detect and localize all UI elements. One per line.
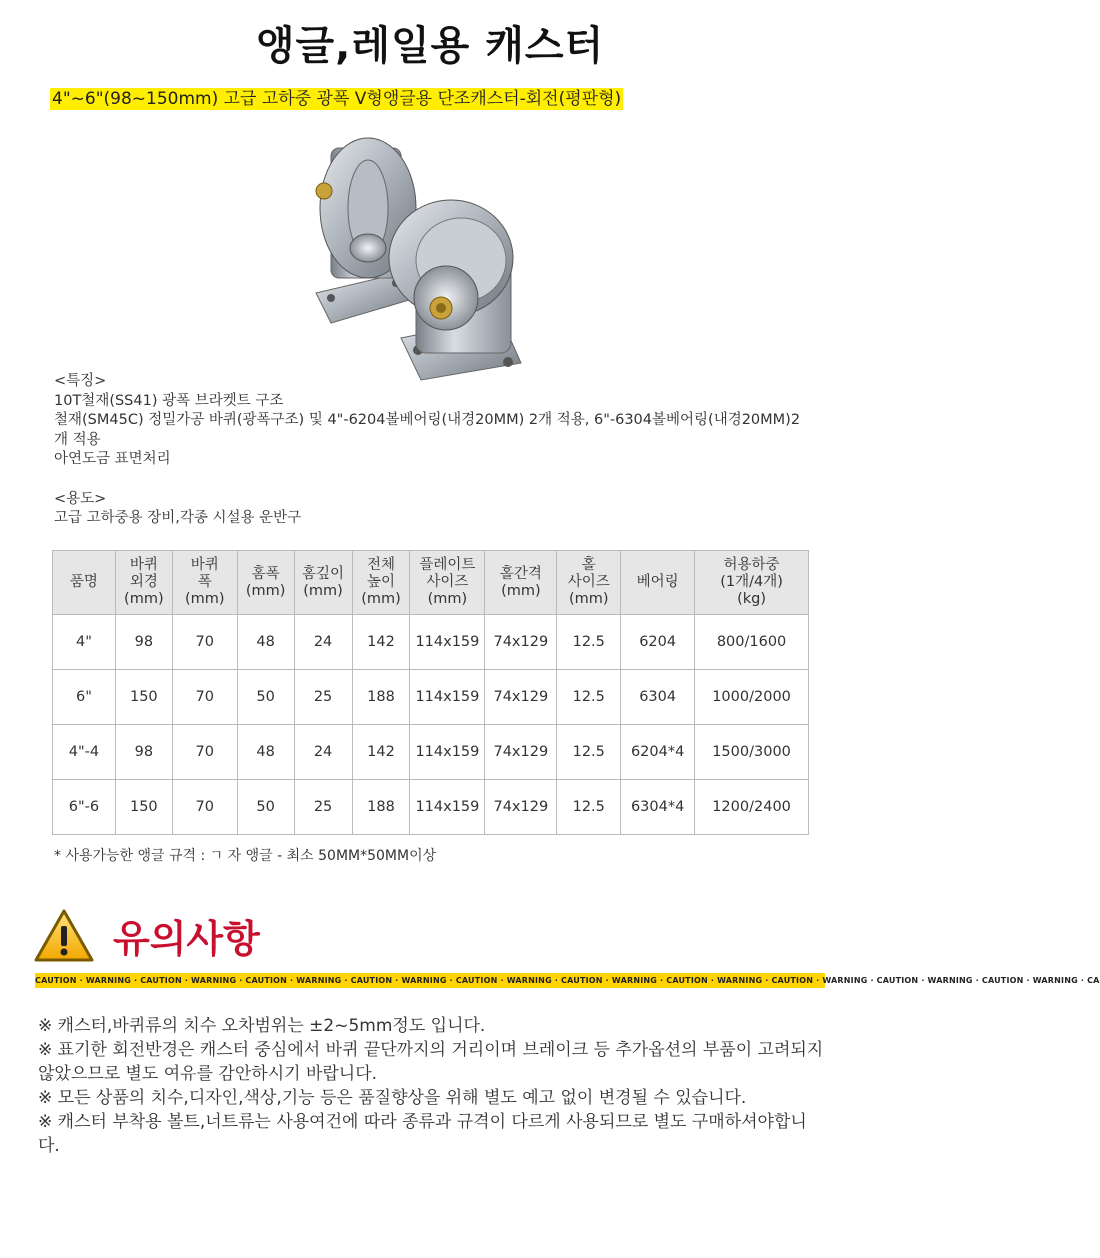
cell-wheel-width: 70 (172, 615, 237, 670)
spec-table (52, 550, 809, 835)
caution-title: 유의사항 (113, 917, 260, 961)
header-hole-size: 홀 사이즈 (mm) (557, 551, 621, 615)
caution-stripe: CAUTION · WARNING · CAUTION · WARNING · CAUTION · WARNING · CAUTION · WARNING · CAUTION · WARNING · CAUTION · WARNING · CAUTION · WARNING · CAUTION · WARNING · CAUTION · WARNING · CAUTION · WARNING · CA (35, 973, 825, 988)
cell-total-height: 142 (352, 615, 410, 670)
cell-plate-size: 114x159 (410, 725, 485, 780)
angle-note: * 사용가능한 앵글 규격 : ㄱ 자 앵글 - 최소 50MM*50MM이상 (54, 848, 437, 864)
cell-plate-size: 114x159 (410, 615, 485, 670)
notice-list (38, 1014, 828, 1158)
cell-wheel-width: 70 (172, 670, 237, 725)
table-row (53, 615, 809, 670)
cell-load: 800/1600 (695, 615, 809, 670)
cell-wheel-width: 70 (172, 725, 237, 780)
cell-bearing: 6204*4 (621, 725, 695, 780)
product-subtitle: 4"~6"(98~150mm) 고급 고하중 광폭 V형앵글용 단조캐스터-회전(평판형) (52, 89, 622, 109)
feature-line: 10T철재(SS41) 광폭 브라켓트 구조 (54, 392, 284, 409)
cell-hole-size: 12.5 (557, 725, 621, 780)
cell-wheel-diameter: 150 (115, 780, 172, 835)
header-load: 허용하중 (1개/4개) (kg) (695, 551, 809, 615)
cell-product: 4" (53, 615, 116, 670)
cell-bearing: 6304*4 (621, 780, 695, 835)
table-row (53, 670, 809, 725)
page-title: 앵글,레일용 캐스터 (255, 23, 605, 69)
header-wheel-diameter: 바퀴 외경 (mm) (115, 551, 172, 615)
header-plate-size: 플레이트 사이즈 (mm) (410, 551, 485, 615)
notice-item: ※ 캐스터 부착용 볼트,너트류는 사용여건에 따라 종류과 규격이 다르게 사용되므로 별도 구매하셔야합니다. (38, 1112, 807, 1156)
cell-hole-spacing: 74x129 (485, 615, 557, 670)
cell-hole-spacing: 74x129 (485, 670, 557, 725)
header-wheel-width: 바퀴 폭 (mm) (172, 551, 237, 615)
cell-groove-width: 48 (237, 615, 294, 670)
table-row (53, 725, 809, 780)
usage-text: 고급 고하중용 장비,각종 시설용 운반구 (54, 510, 302, 526)
header-bearing: 베어링 (621, 551, 695, 615)
features-heading: <특징> (54, 373, 107, 389)
cell-wheel-diameter: 98 (115, 725, 172, 780)
cell-hole-size: 12.5 (557, 615, 621, 670)
cell-wheel-width: 70 (172, 780, 237, 835)
table-header-row (53, 551, 809, 615)
cell-product: 6" (53, 670, 116, 725)
warning-triangle-icon (33, 908, 95, 964)
subtitle-container (50, 84, 623, 109)
header-hole-spacing: 홀간격 (mm) (485, 551, 557, 615)
cell-hole-size: 12.5 (557, 670, 621, 725)
cell-product: 6"-6 (53, 780, 116, 835)
cell-groove-depth: 25 (294, 780, 352, 835)
table-row (53, 780, 809, 835)
cell-product: 4"-4 (53, 725, 116, 780)
cell-groove-depth: 24 (294, 615, 352, 670)
cell-bearing: 6204 (621, 615, 695, 670)
header-product: 품명 (53, 551, 116, 615)
cell-hole-size: 12.5 (557, 780, 621, 835)
cell-total-height: 188 (352, 670, 410, 725)
cell-plate-size: 114x159 (410, 670, 485, 725)
header-groove-depth: 홈깊이 (mm) (294, 551, 352, 615)
notice-item: ※ 캐스터,바퀴류의 치수 오차범위는 ±2~5mm정도 입니다. (38, 1016, 486, 1036)
notice-item: ※ 모든 상품의 치수,디자인,색상,기능 등은 품질향상을 위해 별도 예고 없이 변경될 수 있습니다. (38, 1088, 747, 1108)
usage-heading: <용도> (54, 490, 107, 507)
features-section (54, 372, 814, 529)
cell-hole-spacing: 74x129 (485, 725, 557, 780)
product-image (196, 118, 586, 380)
header-total-height: 전체 높이 (mm) (352, 551, 410, 615)
cell-load: 1000/2000 (695, 670, 809, 725)
cell-wheel-diameter: 98 (115, 615, 172, 670)
feature-line: 아연도금 표면처리 (54, 451, 171, 467)
cell-groove-depth: 25 (294, 670, 352, 725)
header-groove-width: 홈폭 (mm) (237, 551, 294, 615)
cell-bearing: 6304 (621, 670, 695, 725)
cell-wheel-diameter: 150 (115, 670, 172, 725)
feature-line: 철재(SM45C) 정밀가공 바퀴(광폭구조) 및 4"-6204볼베어링(내경20MM) 2개 적용, 6"-6304볼베어링(내경20MM)2개 적용 (54, 412, 801, 448)
cell-groove-width: 48 (237, 725, 294, 780)
cell-groove-width: 50 (237, 670, 294, 725)
cell-hole-spacing: 74x129 (485, 780, 557, 835)
cell-groove-width: 50 (237, 780, 294, 835)
cell-total-height: 142 (352, 725, 410, 780)
cell-groove-depth: 24 (294, 725, 352, 780)
notice-item: ※ 표기한 회전반경은 캐스터 중심에서 바퀴 끝단까지의 거리이며 브레이크 등 추가옵션의 부품이 고려되지 않았으므로 별도 여유를 감안하시기 바랍니다. (38, 1040, 824, 1084)
cell-load: 1500/3000 (695, 725, 809, 780)
cell-plate-size: 114x159 (410, 780, 485, 835)
cell-total-height: 188 (352, 780, 410, 835)
cell-load: 1200/2400 (695, 780, 809, 835)
